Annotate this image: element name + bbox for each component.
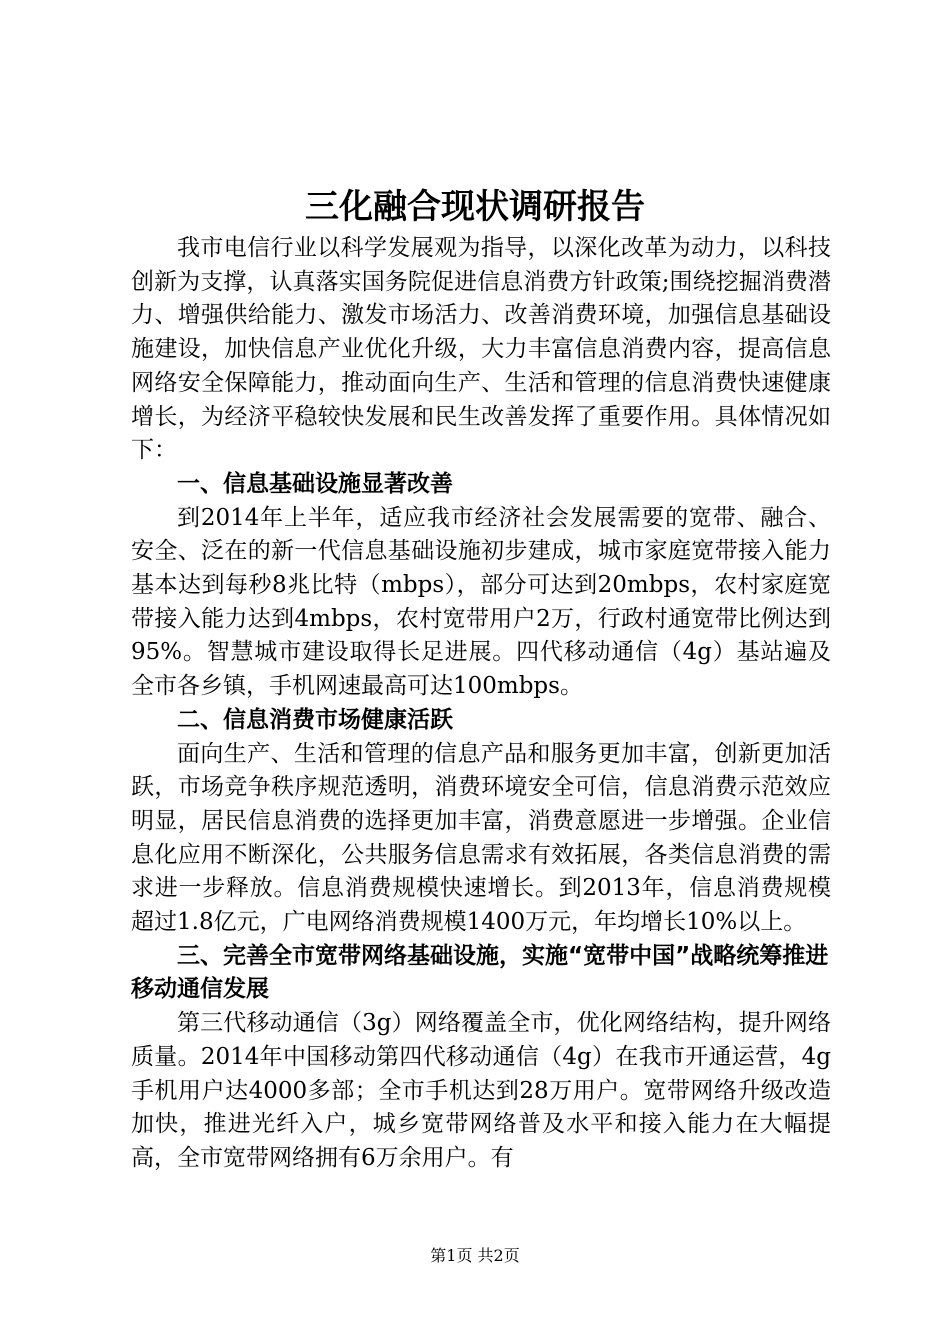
section-heading-2: 二、信息消费市场健康活跃 (177, 706, 453, 733)
section-paragraph-3: 第三代移动通信（3g）网络覆盖全市，优化网络结构，提升网络质量。2014年中国移动第四代移动通信（4g）在我市开通运营，4g手机用户达4000多部；全市手机达到28万用户。宽带网络升级改造加快，推进光纤入户，城乡宽带网络普及水平和接入能力在大幅提高，全市宽带网络拥有6万余用户。有 (131, 1010, 831, 1171)
section-paragraph-1: 到2014年上半年，适应我市经济社会发展需要的宽带、融合、安全、泛在的新一代信息基础设施初步建成，城市家庭宽带接入能力基本达到每秒8兆比特（mbps），部分可达到20mbps，农村家庭宽带接入能力达到4mbps，农村宽带用户2万，行政村通宽带比例达到95%。智慧城市建设取得长足进展。四代移动通信（4g）基站遍及全市各乡镇，手机网速最高可达100mbps。 (131, 504, 831, 700)
document-body (131, 232, 831, 1176)
intro-paragraph: 我市电信行业以科学发展观为指导，以深化改革为动力，以科技创新为支撑，认真落实国务院促进信息消费方针政策;围绕挖掘消费潜力、增强供给能力、激发市场活力、改善消费环境，加强信息基础设施建设，加快信息产业优化升级，大力丰富信息消费内容，提高信息网络安全保障能力，推动面向生产、生活和管理的信息消费快速健康增长，为经济平稳较快发展和民生改善发挥了重要作用。具体情况如下： (131, 235, 831, 464)
section-paragraph-2: 面向生产、生活和管理的信息产品和服务更加丰富，创新更加活跃，市场竞争秩序规范透明，消费环境安全可信，信息消费示范效应明显，居民信息消费的选择更加丰富，消费意愿进一步增强。企业信息化应用不断深化，公共服务信息需求有效拓展，各类信息消费的需求进一步释放。信息消费规模快速增长。到2013年，信息消费规模超过1.8亿元，广电网络消费规模1400万元，年均增长10%以上。 (131, 740, 831, 936)
section-heading-1: 一、信息基础设施显著改善 (177, 470, 453, 497)
page-number-footer: 第1页 共2页 (430, 1246, 520, 1265)
section-heading-3: 三、完善全市宽带网络基础设施，实施“宽带中国”战略统筹推进移动通信发展 (131, 942, 829, 1003)
document-title: 三化融合现状调研报告 (305, 187, 645, 227)
